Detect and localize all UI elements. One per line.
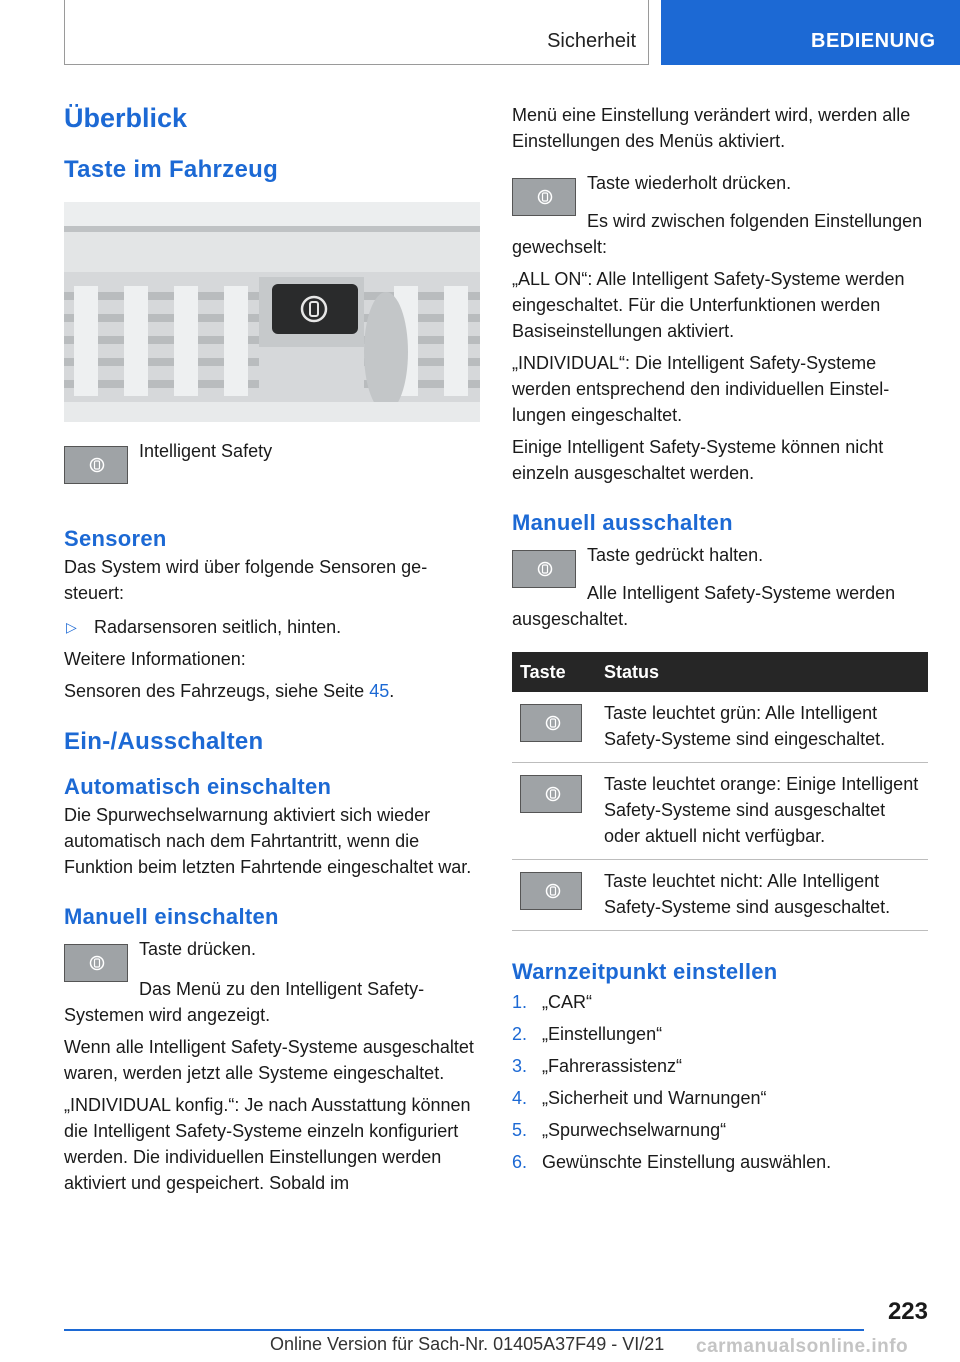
column-header-taste: Taste <box>512 652 596 692</box>
heading-sensoren: Sensoren <box>64 526 167 551</box>
intelligent-safety-button-icon <box>64 944 128 982</box>
triangle-bullet-icon: ▷ <box>66 619 77 635</box>
see-reference: Sensoren des Fahrzeugs, siehe Seite 45. <box>64 681 395 701</box>
intelligent-safety-button-icon <box>64 446 128 484</box>
intelligent-safety-label: Intelligent Safety <box>139 441 273 461</box>
list-item: ▷ Radarsensoren seitlich, hinten. <box>64 614 480 640</box>
alle-ausgeschaltet-text: Alle Intelligent Safety-Systeme werden ausgeschaltet. <box>512 583 896 629</box>
table-row: Taste leuchtet grün: Alle Intelligent Safety-Systeme sind eingeschaltet. <box>512 692 928 763</box>
heading-ueberblick: Überblick <box>64 103 188 133</box>
header-chapter-tab[interactable] <box>661 0 960 65</box>
right-column <box>512 102 928 1175</box>
weitere-informationen: Weitere Informationen: <box>64 649 246 669</box>
footer-divider <box>64 1329 864 1331</box>
list-item: 6. Gewünschte Einstellung auswählen. <box>512 1152 832 1172</box>
button-lit-orange-icon <box>520 775 582 813</box>
column-header-status: Status <box>596 652 928 692</box>
left-column <box>64 100 480 1196</box>
header-chapter-title: BEDIENUNG <box>811 30 936 52</box>
page-link-45[interactable]: 45 <box>369 681 390 701</box>
heading-warnzeitpunkt: Warnzeitpunkt einstellen <box>512 959 778 984</box>
heading-ein-ausschalten: Ein-/Ausschalten <box>64 728 264 755</box>
list-item: 2. „Einstellungen“ <box>512 1024 663 1044</box>
menue-continuation-text: Menü eine Einstellung verändert wird, werden alle Einstellungen des Menüs aktiviert. <box>512 105 911 151</box>
header-section-box <box>64 0 649 65</box>
watermark: carmanualsonline.info <box>696 1336 909 1357</box>
table-row: Taste leuchtet nicht: Alle Intelligent Safety-Systeme sind ausgeschaltet. <box>512 860 928 931</box>
list-item: 4. „Sicherheit und Warnungen“ <box>512 1088 767 1108</box>
menue-angezeigt-text: Das Menü zu den Intelligent Safety-Systemen wird angezeigt. <box>64 979 425 1025</box>
intelligent-safety-button-icon <box>512 178 576 216</box>
wechsel-text: Es wird zwischen folgenden Einstellungen gewechselt: <box>512 211 923 257</box>
einige-text: Einige Intelligent Safety-Systeme können nicht einzeln ausgeschaltet werden. <box>512 437 884 483</box>
table-row: Taste leuchtet orange: Einige Intelligent Safety-Systeme sind ausgeschaltet oder aktuell nicht verfügbar. <box>512 763 928 860</box>
steps-list <box>512 989 928 1175</box>
heading-manuell-einschalten: Manuell einschalten <box>64 904 279 929</box>
intelligent-safety-icon-row <box>64 438 480 502</box>
list-item: 5. „Spurwechselwarnung“ <box>512 1120 727 1140</box>
button-lit-green-icon <box>520 704 582 742</box>
table-header-row <box>512 652 928 692</box>
all-on-text: „ALL ON“: Alle Intelligent Safety-Systeme werden eingeschaltet. Für die Unterfunktionen werden Basiseinstellungen aktiviert. <box>512 269 905 341</box>
button-unlit-icon <box>520 872 582 910</box>
status-table <box>512 652 928 931</box>
heading-manuell-ausschalten: Manuell ausschalten <box>512 510 733 535</box>
individual-text: „INDIVIDUAL“: Die Intelligent Safety-Systeme werden entsprechend den individuellen Einstellungen eingeschaltet. <box>512 353 890 425</box>
taste-gedrueckt-row: Taste gedrückt halten. <box>512 542 928 606</box>
alle-ausgeschaltet-text: Wenn alle Intelligent Safety-Systeme ausgeschaltet waren, werden jetzt alle Systeme eingeschaltet. <box>64 1037 474 1083</box>
vehicle-button-photo <box>64 202 480 422</box>
taste-druecken-row: Taste drücken. <box>64 936 480 1000</box>
list-item: 1. „CAR“ <box>512 992 592 1012</box>
sensoren-text: Das System wird über folgende Sensoren gesteuert: <box>64 557 428 603</box>
heading-automatisch-einschalten: Automatisch einschalten <box>64 774 332 799</box>
intelligent-safety-button-icon <box>512 550 576 588</box>
taste-wiederholt-row: Taste wiederholt drücken. <box>512 170 928 234</box>
page-number: 223 <box>887 1298 928 1325</box>
list-item: 3. „Fahrerassistenz“ <box>512 1056 683 1076</box>
footer-online-version: Online Version für Sach-Nr. 01405A37F49 - VI/21 <box>270 1334 665 1354</box>
heading-taste-im-fahrzeug: Taste im Fahrzeug <box>64 156 279 183</box>
header-section-title: Sicherheit <box>547 30 636 52</box>
individual-konfig-text: „INDIVIDUAL konfig.“: Je nach Ausstattung können die Intelligent Safety-Systeme einzeln konfiguriert werden. Die individuellen Einstellungen werden aktiviert und gespeichert. Sobald im <box>64 1095 471 1193</box>
automatisch-text: Die Spurwechselwarnung aktiviert sich wieder automatisch nach dem Fahrtantritt, wenn die Funktion beim letzten Fahrtende eingeschaltet war. <box>64 805 472 877</box>
